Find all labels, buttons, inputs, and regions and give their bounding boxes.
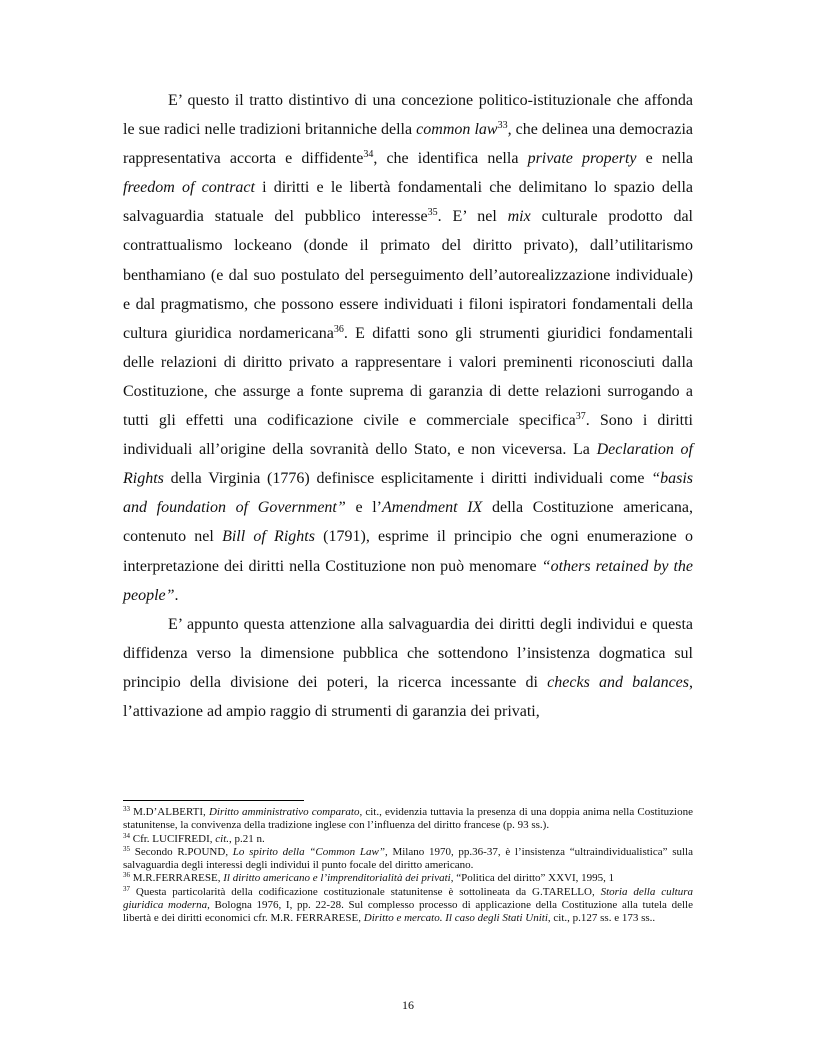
body-text	[123, 86, 693, 726]
italic-text: common law	[416, 121, 498, 139]
text-run: , p.21 n.	[229, 832, 265, 845]
italic-text: Bill of Rights	[222, 528, 315, 546]
text-run: , cit., p.127 ss. e 173 ss..	[547, 912, 656, 925]
text-run: . E’ nel	[437, 208, 508, 226]
italic-text: Storia della cultura giuridica moderna	[123, 885, 693, 912]
footnote-ref: 34	[363, 149, 374, 161]
footnote-ref: 36	[333, 323, 344, 335]
text-run: , l’attivazione ad ampio raggio di strumenti di garanzia dei privati,	[123, 673, 693, 720]
italic-text: “others retained by the people”	[123, 557, 693, 604]
footnote	[123, 846, 693, 873]
footnote-ref: 34	[123, 831, 130, 840]
footnote	[123, 806, 693, 833]
italic-text: Lo spirito della “Common Law”	[232, 845, 385, 858]
text-run: Questa particolarità della codificazione costituzionale statunitense è sottolineata da G.TARELLO,	[130, 885, 601, 898]
italic-text: mix	[507, 208, 531, 226]
italic-text: Il diritto americano e l’imprenditorialità dei privati	[223, 872, 451, 885]
italic-text: Diritto amministrativo comparato,	[208, 806, 363, 818]
paragraph	[123, 86, 693, 610]
italic-text: ,	[507, 121, 512, 139]
text-run: , “Politica del diritto” XXVI, 1995, 1	[450, 872, 615, 885]
italic-text: private property	[527, 150, 637, 168]
text-run: Secondo R.POUND,	[130, 845, 233, 858]
text-run: , che identifica nella	[373, 150, 528, 168]
text-run: Cfr. LUCIFREDI,	[130, 832, 216, 845]
footnote	[123, 833, 693, 846]
text-run: , Milano 1970, pp.36-37, è l’insistenza “ultraindividualistica” sulla salvaguardia degli interessi degli individui il punto focale del diritto americano.	[123, 845, 693, 872]
italic-text: Diritto e mercato. Il caso degli Stati Uniti	[363, 912, 548, 925]
text-run: M.D’ALBERTI,	[130, 806, 209, 818]
page-number: 16	[402, 998, 414, 1012]
italic-text: Amendment IX	[382, 499, 483, 517]
text-run: e nella	[636, 150, 693, 168]
footnote	[123, 872, 693, 885]
footnote-ref: 33	[123, 805, 130, 813]
text-run: della Virginia (1776) definisce esplicitamente i diritti individuali come	[163, 470, 652, 488]
text-run: che delinea una democrazia rappresentativa accorta e diffidente	[123, 121, 694, 168]
italic-text: checks and balances	[547, 673, 689, 691]
text-run: e l’	[345, 499, 382, 517]
text-run: della Costituzione americana, contenuto nel	[123, 499, 694, 546]
text-run: i diritti e le libertà fondamentali che delimitano lo spazio della salvaguardia statuale del pubblico interesse	[123, 179, 693, 226]
footnote-ref: 37	[123, 884, 130, 893]
text-run: . E difatti sono gli strumenti giuridici fondamentali delle relazioni di diritto privato a rappresentare i valori preminenti riconosciuti dalla Costituzione, che assurge a fonte suprema di garanzia di dette relazioni surrogando a tutti gli effetti una codificazione civile e commerciale specifica	[123, 324, 694, 430]
text-run: E’ questo il tratto distintivo di una concezione politico-istituzionale che affonda le sue radici nelle tradizioni britanniche della	[123, 92, 693, 139]
italic-text: cit.	[215, 832, 229, 845]
italic-text: “basis and foundation of Government”	[123, 470, 693, 517]
text-run: cit., evidenzia tuttavia la presenza di una doppia anima nella Costituzione statunitense, la convivenza della tradizione inglese con l’influenza del diritto francese (p. 93 ss.).	[123, 806, 693, 832]
text-run: culturale prodotto dal contrattualismo lockeano (donde il primato del diritto privato), dall’utilitarismo benthamiano (e dal suo postulato del perseguimento dell’autorealizzazione individuale) e dal pragmatismo, che possono essere individuati i filoni ispiratori fondamentali della cultura giuridica nordamericana	[123, 208, 694, 342]
footnote-ref: 36	[123, 871, 130, 880]
footnote-ref: 35	[123, 844, 130, 853]
footnote-separator	[123, 800, 304, 801]
paragraph	[123, 610, 693, 726]
footnote-ref: 33	[497, 120, 508, 132]
text-run: , Bologna 1976, I, pp. 22-28. Sul complesso processo di applicazione della Costituzione alla tutela delle libertà e dei diritti economici cfr. M.R. FERRARESE,	[123, 899, 693, 925]
footnote	[123, 886, 693, 926]
text-run: (1791), esprime il principio che ogni enumerazione o interpretazione dei diritti nella Costituzione non può menomare	[123, 528, 693, 575]
text-run: .	[174, 586, 179, 604]
italic-text: freedom of contract	[123, 179, 255, 197]
text-run: . Sono i diritti individuali all’origine della sovranità dello Stato, e non viceversa. La	[123, 412, 693, 459]
italic-text: Declaration of Rights	[123, 441, 694, 488]
text-run: M.R.FERRARESE,	[130, 872, 224, 885]
footnotes	[123, 806, 693, 926]
text-run: E’ appunto questa attenzione alla salvaguardia dei diritti degli individui e questa diffidenza verso la dimensione pubblica che sottendono l’insistenza dogmatica sul principio della divisione dei poteri, la ricerca incessante di	[123, 615, 693, 691]
footnote-ref: 35	[427, 207, 438, 219]
footnote-ref: 37	[575, 411, 586, 423]
